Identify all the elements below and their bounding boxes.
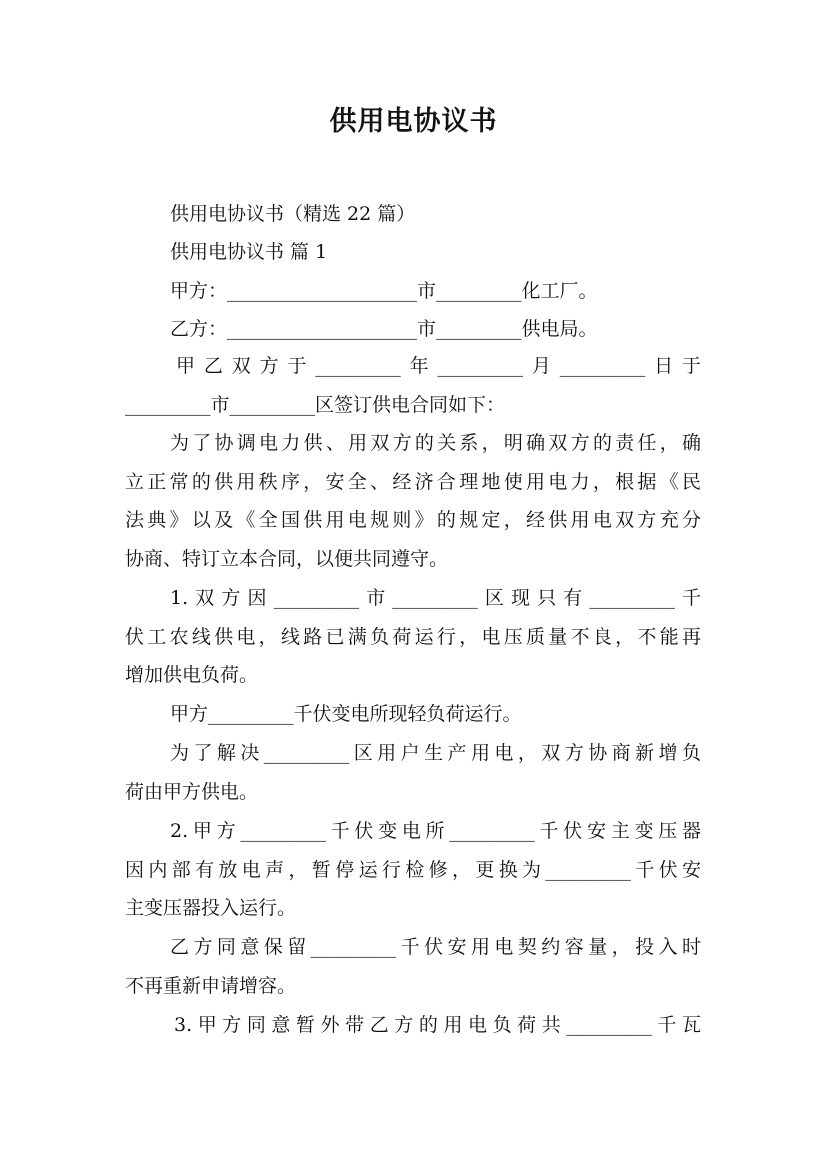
doc-line-clause-1: 1.双方因_________市_________区现只有_________千: [170, 587, 701, 609]
doc-line-paragraph: 荷由甲方供电。: [125, 781, 259, 803]
doc-line-party-b: 乙方：____________________市_________供电局。: [170, 318, 598, 340]
doc-line-paragraph: 伏工农线供电，线路已满负荷运行，电压质量不良，不能再: [125, 626, 701, 648]
doc-line-paragraph: 甲方_________千伏变电所现轻负荷运行。: [170, 703, 522, 725]
doc-line-paragraph: 因内部有放电声，暂停运行检修，更换为_________千伏安: [125, 859, 701, 881]
doc-line-paragraph: 主变压器投入运行。: [125, 897, 297, 919]
doc-line-paragraph: 为了解决_________区用户生产用电，双方协商新增负: [170, 742, 701, 764]
doc-line-date: 甲乙双方于_________年_________月_________日于: [176, 355, 701, 377]
doc-line-paragraph: 乙方同意保留_________千伏安用电契约容量，投入时: [170, 936, 701, 958]
doc-line-paragraph: 法典》以及《全国供用电规则》的规定，经供用电双方充分: [125, 509, 701, 531]
doc-line-clause-2: 2.甲方_________千伏变电所_________千伏安主变压器: [170, 820, 701, 842]
doc-line-paragraph: 为了协调电力供、用双方的关系，明确双方的责任，确: [170, 432, 701, 454]
document-title: 供用电协议书: [329, 106, 498, 137]
doc-line-clause-3: 3.甲方同意暂外带乙方的用电负荷共_________千瓦: [174, 1014, 701, 1036]
doc-line-paragraph: 不再重新申请增容。: [125, 975, 297, 997]
doc-line-paragraph: 协商、特订立本合同，以便共同遵守。: [125, 548, 449, 570]
doc-line-party-a: 甲方：____________________市_________化工厂。: [170, 280, 598, 302]
doc-line-location: _________市_________区签订供电合同如下：: [125, 394, 506, 416]
doc-line-paragraph: 立正常的供用秩序，安全、经济合理地使用电力，根据《民: [125, 471, 701, 493]
doc-line-section-heading: 供用电协议书 篇 1: [170, 241, 328, 263]
doc-line-paragraph: 增加供电负荷。: [125, 664, 259, 686]
doc-line-subtitle: 供用电协议书（精选 22 篇）: [170, 203, 416, 225]
